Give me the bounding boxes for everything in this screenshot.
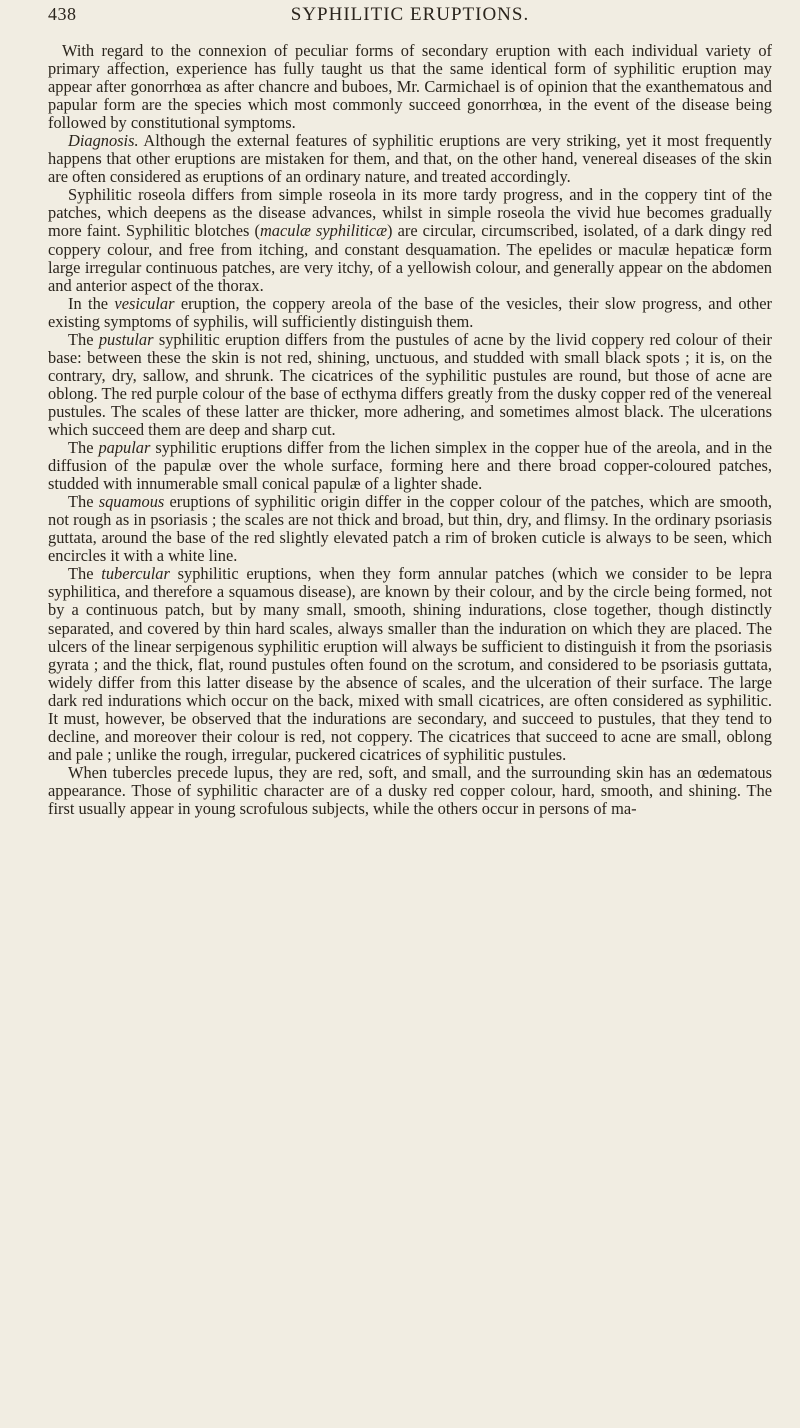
paragraph-squamous [48,493,772,565]
italic-term: pustular [98,329,154,349]
italic-term: squamous [98,492,165,512]
section-heading-diagnosis: Diagnosis. [68,131,139,151]
paragraph-papular [48,439,772,493]
paragraph-vesicular [48,295,772,331]
paragraph-lupus [48,764,772,818]
paragraph-text: eruptions of syphilitic origin differ in the copper colour of the patches, which are smooth, not rough as in psoriasis ; the scales are not thick and broad, but thin, dry, and flimsy. In the ordinary psoriasis guttata, around the base of the red slightly elevated patch a rim of broken cuticle is always to be seen, which encircles it with a white line. [48,492,772,566]
paragraph-roseola [48,186,772,294]
paragraph-text: syphilitic eruption differs from the pustules of acne by the livid coppery red colour of their base: between these the skin is not red, shining, unctuous, and studded with small black spots ; it is, on the contrary, dry, sallow, and shrunk. The cicatrices of the syphilitic pustules are round, but those of acne are oblong. The red purple colour of the base of ecthyma differs greatly from the dusky copper red of the venereal pustules. The scales of these latter are thicker, more adhering, and sometimes almost black. The ulcerations which succeed them are deep and sharp cut. [48,329,772,439]
paragraph-text: With regard to the connexion of peculiar forms of secondary eruption with each individual variety of primary affection, experience has fully taught us that the same identical form of syphilitic eruption may appear after gonorrhœa as after chancre and buboes, Mr. Carmichael is of opinion that the exanthematous and papular form are the species which most commonly succeed gonorrhœa, in the event of the disease being followed by constitutional symptoms. [48,41,772,133]
body-text [48,42,772,818]
paragraph-text: The [68,564,102,584]
paragraph-tubercular [48,565,772,764]
italic-term: papular [98,438,151,458]
paragraph-text: eruption, the coppery areola of the base of the vesicles, their slow progress, and other existing symptoms of syphilis, will sufficiently distinguish them. [48,293,773,331]
paragraph-text: syphilitic eruptions differ from the lichen simplex in the copper hue of the areola, and in the diffusion of the papulæ over the whole surface, forming here and there broad copper-coloured patches, studded with innumerable small conical papulæ of a lighter shade. [48,438,772,494]
paragraph-text: The [68,438,99,458]
paragraph-text: In the [68,293,115,313]
paragraph-text: Syphilitic roseola differs from simple roseola in its more tardy progress, and in the coppery tint of the patches, which deepens as the disease advances, whilst in simple roseola the vivid hue becomes gradually more faint. Syphilitic blotches ( [48,185,772,241]
paragraph-text: The [68,329,99,349]
paragraph-text: The [68,492,99,512]
running-title: SYPHILITIC ERUPTIONS. [290,4,530,25]
italic-term: tubercular [101,564,170,584]
paragraph-text: Although the external features of syphilitic eruptions are very striking, yet it most frequently happens that other eruptions are mistaken for them, and that, on the other hand, venereal diseases of the skin are often considered as eruptions of an ordinary nature, and treated accordingly. [48,131,772,187]
paragraph-pustular [48,331,772,439]
page-number: 438 [48,4,77,24]
italic-term: vesicular [114,293,175,313]
paragraph-text: syphilitic eruptions, when they form annular patches (which we consider to be lepra syphilitica, and therefore a squamous disease), are known by their colour, and by the circle being formed, not by a continuous patch, but by many small, smooth, shining indurations, close together, though distinctly separated, and covered by thin hard scales, always smaller than the induration on which they are placed. The ulcers of the linear serpigenous syphilitic eruption will always be sufficient to distinguish it from the psoriasis gyrata ; and the thick, flat, round pustules often found on the scrotum, and considered to be psoriasis guttata, widely differ from this latter disease by the absence of scales, and the ulceration of their surface. The large dark red indurations which occur on the back, mixed with small cicatrices, are often considered as syphilitic. It must, however, be observed that the indurations are secondary, and succeed to pustules, that they tend to decline, and moreover their colour is red, not coppery. The cicatrices that succeed to acne are small, oblong and pale ; unlike the rough, irregular, puckered cicatrices of syphilitic pustules. [48,564,772,764]
italic-term: maculæ syphiliticæ [259,221,388,241]
paragraph-text: When tubercles precede lupus, they are red, soft, and small, and the surrounding skin has an œdematous appearance. Those of syphilitic character are of a dusky red copper colour, hard, smooth, and shining. The first usually appear in young scrofulous subjects, while the others occur in persons of ma- [48,762,772,818]
running-header [48,4,772,42]
paragraph-text: ) are circular, circumscribed, isolated, of a dark dingy red coppery colour, and free from itching, and constant desquamation. The epelides or maculæ hepaticæ form large irregular continuous patches, are very itchy, of a yellowish colour, and generally appear on the abdomen and anterior aspect of the thorax. [48,221,773,295]
paragraph-diagnosis [48,132,772,186]
paragraph-connexion [48,42,772,132]
